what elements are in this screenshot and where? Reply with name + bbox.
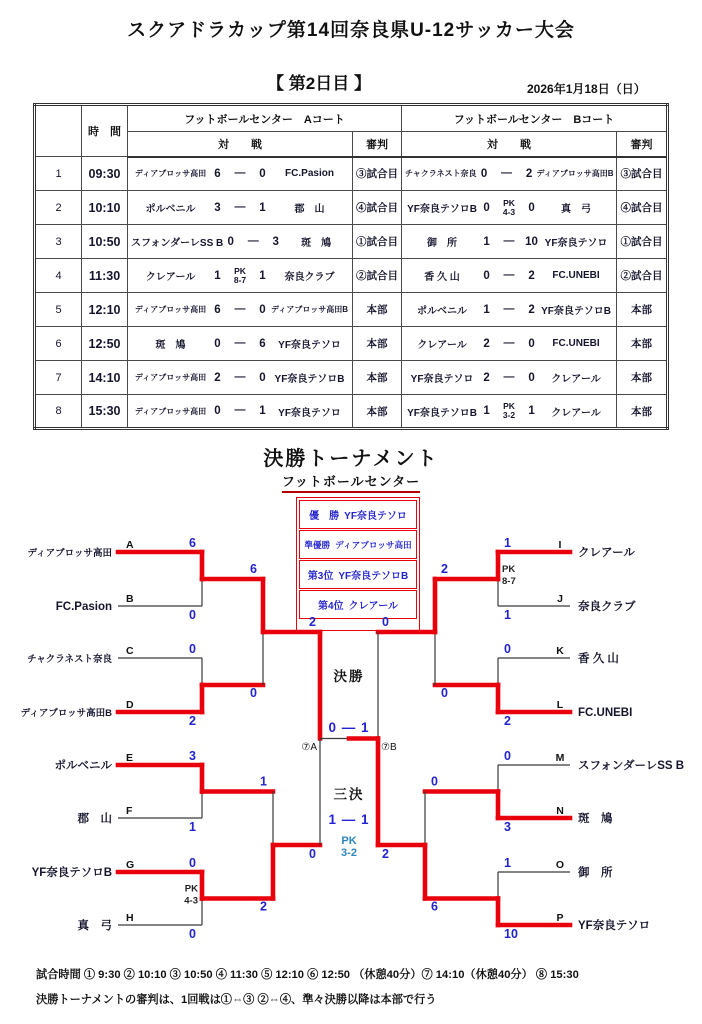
- final-label: 決勝: [333, 669, 365, 684]
- match-row: [35, 327, 668, 361]
- score-separator: —: [234, 404, 246, 417]
- court-b-match: [402, 259, 617, 293]
- away-score: 3: [272, 235, 279, 248]
- away-team: クレアール: [551, 407, 601, 419]
- row-number: 7: [35, 361, 82, 395]
- final-score: 0 — 1: [328, 720, 370, 735]
- pk-score: 4-3: [502, 206, 516, 217]
- home-team: ディアブロッサ高田: [134, 406, 207, 416]
- pk-separator: [225, 267, 255, 285]
- bracket-slot-letter: F: [126, 805, 133, 817]
- result-rank: 第4位: [317, 601, 344, 612]
- court-b-referee: ②試合目: [617, 259, 668, 293]
- bracket-team-name: 奈良クラブ: [578, 601, 636, 613]
- away-score: 2: [528, 303, 535, 316]
- bracket-slot-letter: A: [126, 539, 134, 551]
- home-team: 御 所: [427, 238, 458, 249]
- score-separator: —: [247, 234, 259, 247]
- court-b-referee: ③試合目: [617, 157, 668, 191]
- result-rank: 第3位: [307, 571, 334, 582]
- bracket-sf-score: 0: [309, 847, 316, 861]
- score-separator: —: [503, 370, 515, 383]
- bracket-round1-score: 2: [189, 714, 196, 728]
- bracket-qf-score: 2: [441, 562, 448, 576]
- home-team: ポルベニル: [417, 306, 468, 317]
- court-a-match: [128, 327, 353, 361]
- result-rank: 準優勝: [304, 539, 331, 550]
- match-row: [35, 395, 668, 429]
- away-team: YF奈良テソロ: [278, 407, 341, 419]
- bracket-slot-letter: M: [555, 752, 565, 764]
- bracket-team-name: YF奈良テソロ: [578, 920, 651, 932]
- home-team: YF奈良テソロ: [410, 374, 474, 385]
- bracket-slot-letter: P: [556, 912, 564, 924]
- bracket-round1-score: 0: [504, 749, 511, 763]
- bracket-diagram: [0, 440, 702, 965]
- away-team: YF奈良テソロB: [274, 374, 345, 385]
- result-team: YF奈良テソロ: [344, 511, 407, 522]
- pk-label: PK: [503, 197, 515, 208]
- home-score: 2: [483, 337, 490, 350]
- bracket-round1-score: 0: [504, 642, 511, 656]
- bracket-slot-letter: B: [126, 593, 134, 605]
- score-separator: —: [234, 336, 246, 349]
- court-a-referee: ①試合目: [353, 225, 402, 259]
- bracket-team-name: ポルベニル: [54, 760, 112, 772]
- away-score: 0: [259, 303, 266, 316]
- away-score: 1: [528, 405, 535, 417]
- home-team: 香 久 山: [424, 272, 460, 283]
- court-b-match: [402, 293, 617, 327]
- bracket-round1-score: 0: [189, 927, 196, 941]
- away-team: 真 弓: [561, 204, 592, 215]
- row-number: 6: [35, 327, 82, 361]
- bracket-qf-score: 0: [250, 686, 257, 700]
- away-score: 6: [259, 337, 266, 350]
- bracket-slot-letter: G: [126, 859, 135, 871]
- score-separator: —: [503, 302, 515, 315]
- away-team: YF奈良テソロ: [544, 238, 608, 249]
- footer-referee-note: 決勝トーナメントの審判は、1回戦は①⇔③ ②⇔④、準々決勝以降は本部で行う: [36, 994, 437, 1006]
- bracket-team-name: FC.UNEBI: [578, 707, 633, 719]
- match-time: 10:50: [82, 225, 128, 259]
- court-b-match: [402, 191, 617, 225]
- away-team: 斑 鳩: [301, 238, 332, 249]
- bracket-team-name: チャクラネスト奈良: [27, 654, 112, 665]
- away-score: 10: [525, 235, 538, 248]
- bracket-slot-letter: J: [557, 593, 563, 605]
- away-score: 0: [259, 167, 266, 180]
- score-separator: —: [234, 302, 246, 315]
- day-label: 【 第2日目 】: [267, 74, 371, 93]
- away-score: 1: [259, 201, 266, 214]
- bracket-team-name: 真 弓: [77, 920, 112, 932]
- home-team: 斑 鳩: [155, 340, 186, 351]
- court-b-match: [402, 157, 617, 191]
- time-header: 時 間: [82, 105, 128, 157]
- score-separator: —: [503, 268, 515, 281]
- away-team: ディアブロッサ高田B: [536, 169, 614, 179]
- home-score: 1: [483, 405, 490, 417]
- row-number: 5: [35, 293, 82, 327]
- home-score: 0: [227, 235, 234, 248]
- court-b-match: [402, 327, 617, 361]
- court-a-versus-header: 対 戦: [128, 132, 353, 157]
- court-a-match: [128, 293, 353, 327]
- bracket-team-name: YF奈良テソロB: [31, 867, 112, 879]
- away-score: 2: [528, 269, 535, 282]
- home-score: 1: [483, 235, 490, 248]
- home-team: ディアブロッサ高田: [134, 373, 207, 382]
- match-time: 10:10: [82, 191, 128, 225]
- home-score: 3: [214, 201, 221, 214]
- home-team: ディアブロッサ高田: [134, 305, 207, 314]
- third-place-pk-score: 3-2: [341, 847, 357, 859]
- away-score: 0: [528, 371, 535, 384]
- corner-cell: [35, 105, 82, 157]
- home-score: 0: [480, 167, 488, 180]
- away-team: 郡 山: [294, 204, 325, 215]
- court-a-referee: 本部: [353, 293, 402, 327]
- bracket-title: 決勝トーナメント: [263, 448, 439, 470]
- bracket-slot-letter: E: [126, 752, 134, 764]
- match-row: [35, 293, 668, 327]
- home-score: 0: [483, 201, 490, 214]
- bracket-round1-score: 1: [189, 820, 196, 834]
- match-time: 11:30: [82, 259, 128, 293]
- bracket-round1-score: 0: [189, 856, 196, 870]
- away-team: FC.UNEBI: [552, 338, 600, 349]
- bracket-round1-score: 0: [189, 642, 196, 656]
- schedule-header: [35, 105, 668, 157]
- away-team: YF奈良テソロB: [541, 306, 611, 317]
- match-row: [35, 157, 668, 191]
- court-b-referee: 本部: [617, 395, 668, 429]
- home-score: 0: [483, 269, 490, 282]
- third-place-label: 三決: [333, 787, 365, 802]
- home-team: クレアール: [417, 340, 467, 351]
- away-team: 奈良クラブ: [284, 272, 335, 283]
- bracket-team-name: FC.Pasion: [55, 601, 112, 613]
- match-time: 12:50: [82, 327, 128, 361]
- bracket-round1-score: 1: [504, 536, 511, 550]
- bracket-pk-note: PK: [502, 564, 516, 575]
- event-date: 2026年1月18日（日）: [527, 82, 646, 96]
- schedule-body: [35, 157, 668, 429]
- match-time: 12:10: [82, 293, 128, 327]
- bracket-team-name: ディアブロッサ高田: [27, 548, 112, 559]
- bracket-team-name: ディアブロッサ高田B: [20, 708, 112, 719]
- bracket-slot-letter: I: [558, 539, 562, 551]
- away-team: FC.Pasion: [285, 168, 334, 180]
- court-b-referee: 本部: [617, 361, 668, 395]
- final-left-tag: ⑦A: [301, 742, 317, 753]
- home-team: チャクラネスト奈良: [405, 169, 477, 179]
- court-a-referee: 本部: [353, 395, 402, 429]
- score-separator: —: [234, 370, 246, 383]
- pk-label: PK: [234, 265, 246, 276]
- away-score: 1: [259, 405, 266, 417]
- pk-score: 3-2: [502, 410, 516, 420]
- bracket-qf-score: 0: [441, 686, 448, 700]
- page-title: スクアドラカップ第14回奈良県U-12サッカー大会: [127, 20, 575, 41]
- result-team: YF奈良テソロB: [338, 571, 409, 582]
- court-b-referee-header: 審判: [617, 132, 668, 157]
- away-team: YF奈良テソロ: [278, 340, 341, 351]
- court-b-match: [402, 361, 617, 395]
- bracket-pk-note: PK: [184, 883, 198, 895]
- bracket-venue-label: フットボールセンター: [282, 471, 420, 493]
- away-score: 0: [259, 371, 266, 384]
- bracket-sf-score: 2: [309, 615, 316, 629]
- court-a-match: [128, 191, 353, 225]
- bracket-team-name: 郡 山: [77, 813, 112, 825]
- court-b-referee: ①試合目: [617, 225, 668, 259]
- schedule-table: [33, 103, 669, 430]
- result-team: クレアール: [348, 601, 399, 612]
- court-a-referee: ②試合目: [353, 259, 402, 293]
- match-row: [35, 361, 668, 395]
- third-place-pk-label: PK: [341, 835, 357, 847]
- match-time: 15:30: [82, 395, 128, 429]
- bracket-qf-score: 0: [431, 774, 438, 789]
- court-b-referee: 本部: [617, 293, 668, 327]
- bracket-slot-letter: D: [126, 699, 134, 711]
- away-team: FC.UNEBI: [552, 270, 600, 281]
- pk-score: 8-7: [233, 274, 247, 285]
- bracket-qf-score: 2: [260, 899, 267, 914]
- bracket-sf-score: 2: [382, 847, 389, 861]
- court-a-referee: 本部: [353, 327, 402, 361]
- match-row: [35, 191, 668, 225]
- bracket-round1-score: 3: [504, 820, 511, 834]
- score-separator: —: [234, 200, 246, 213]
- away-score: 2: [525, 167, 533, 180]
- bracket-round1-score: 2: [504, 714, 511, 728]
- away-score: 0: [528, 201, 535, 214]
- bracket-team-name: 御 所: [578, 867, 613, 879]
- pk-label: PK: [503, 401, 515, 412]
- court-a-referee: ③試合目: [353, 157, 402, 191]
- match-row: [35, 259, 668, 293]
- court-b-referee: 本部: [617, 327, 668, 361]
- bracket-qf-score: 6: [250, 562, 257, 576]
- home-score: 0: [214, 337, 221, 350]
- home-score: 2: [483, 371, 490, 384]
- bracket-team-name: 香 久 山: [578, 653, 619, 665]
- bracket-round1-score: 10: [504, 927, 518, 941]
- match-time: 14:10: [82, 361, 128, 395]
- away-team: ディアブロッサ高田B: [271, 305, 348, 314]
- bracket-round1-score: 6: [189, 536, 196, 550]
- pk-separator: [494, 402, 524, 420]
- court-a-header: フットボールセンター Aコート: [128, 105, 402, 132]
- bracket-qf-score: 1: [260, 774, 267, 789]
- away-team: クレアール: [551, 374, 601, 385]
- bracket-round1-score: 3: [189, 749, 196, 763]
- final-right-tag: ⑦B: [381, 742, 397, 753]
- court-b-versus-header: 対 戦: [402, 132, 617, 157]
- home-score: 1: [214, 269, 221, 282]
- bracket-round1-score: 0: [189, 608, 196, 622]
- home-team: クレアール: [145, 272, 196, 283]
- bracket-team-name: クレアール: [578, 547, 635, 559]
- court-a-match: [128, 157, 353, 191]
- score-separator: —: [503, 336, 515, 349]
- court-a-referee: ④試合目: [353, 191, 402, 225]
- home-team: YF奈良テソロB: [407, 407, 477, 419]
- row-number: 4: [35, 259, 82, 293]
- bracket-slot-letter: N: [556, 805, 564, 817]
- pk-separator: [494, 199, 524, 217]
- result-rank: 優 勝: [309, 511, 340, 522]
- bracket-round1-score: 1: [504, 608, 511, 622]
- home-score: 6: [214, 167, 221, 180]
- bracket-slot-letter: C: [126, 645, 134, 657]
- court-a-match: [128, 361, 353, 395]
- bracket-slot-letter: O: [555, 859, 565, 871]
- bracket-slot-letter: H: [126, 912, 134, 924]
- home-score: 0: [214, 405, 221, 417]
- score-separator: —: [503, 234, 515, 247]
- court-b-match: [402, 395, 617, 429]
- away-score: 1: [259, 269, 266, 282]
- court-a-referee-header: 審判: [353, 132, 402, 157]
- third-place-score: 1 — 1: [328, 812, 370, 827]
- home-score: 6: [214, 303, 221, 316]
- match-row: [35, 225, 668, 259]
- home-score: 2: [214, 371, 221, 384]
- row-number: 3: [35, 225, 82, 259]
- row-number: 1: [35, 157, 82, 191]
- home-team: YF奈良テソロB: [407, 204, 477, 215]
- court-a-match: [128, 225, 353, 259]
- bracket-qf-score: 6: [431, 899, 438, 914]
- result-team: ディアブロッサ高田: [335, 539, 412, 550]
- match-time: 09:30: [82, 157, 128, 191]
- bracket-pk-note: 8-7: [502, 576, 516, 587]
- bracket-round1-score: 1: [504, 856, 511, 870]
- home-team: ディアブロッサ高田: [134, 169, 207, 179]
- home-team: ポルベニル: [145, 204, 196, 215]
- court-b-match: [402, 225, 617, 259]
- bracket-slot-letter: L: [556, 699, 564, 711]
- home-score: 1: [483, 303, 490, 316]
- court-a-match: [128, 395, 353, 429]
- row-number: 2: [35, 191, 82, 225]
- court-b-header: フットボールセンター Bコート: [402, 105, 668, 132]
- bracket-slot-letter: K: [556, 645, 564, 657]
- bracket-team-name: 斑 鳩: [578, 813, 613, 825]
- home-team: スフォンダーレSS B: [131, 238, 224, 249]
- bracket-team-name: スフォンダーレSS B: [578, 760, 685, 772]
- footer-match-times: 試合時間 ① 9:30 ② 10:10 ③ 10:50 ④ 11:30 ⑤ 12:10 ⑥ 12:50 （休憩40分）⑦ 14:10（休憩40分） ⑧ 15:30: [36, 969, 579, 981]
- bracket-pk-note: 4-3: [184, 895, 198, 907]
- court-a-referee: 本部: [353, 361, 402, 395]
- bracket-sf-score: 0: [382, 615, 389, 629]
- row-number: 8: [35, 395, 82, 429]
- court-b-referee: ④試合目: [617, 191, 668, 225]
- away-score: 0: [528, 337, 535, 350]
- court-a-match: [128, 259, 353, 293]
- score-separator: —: [501, 166, 513, 179]
- score-separator: —: [234, 166, 246, 179]
